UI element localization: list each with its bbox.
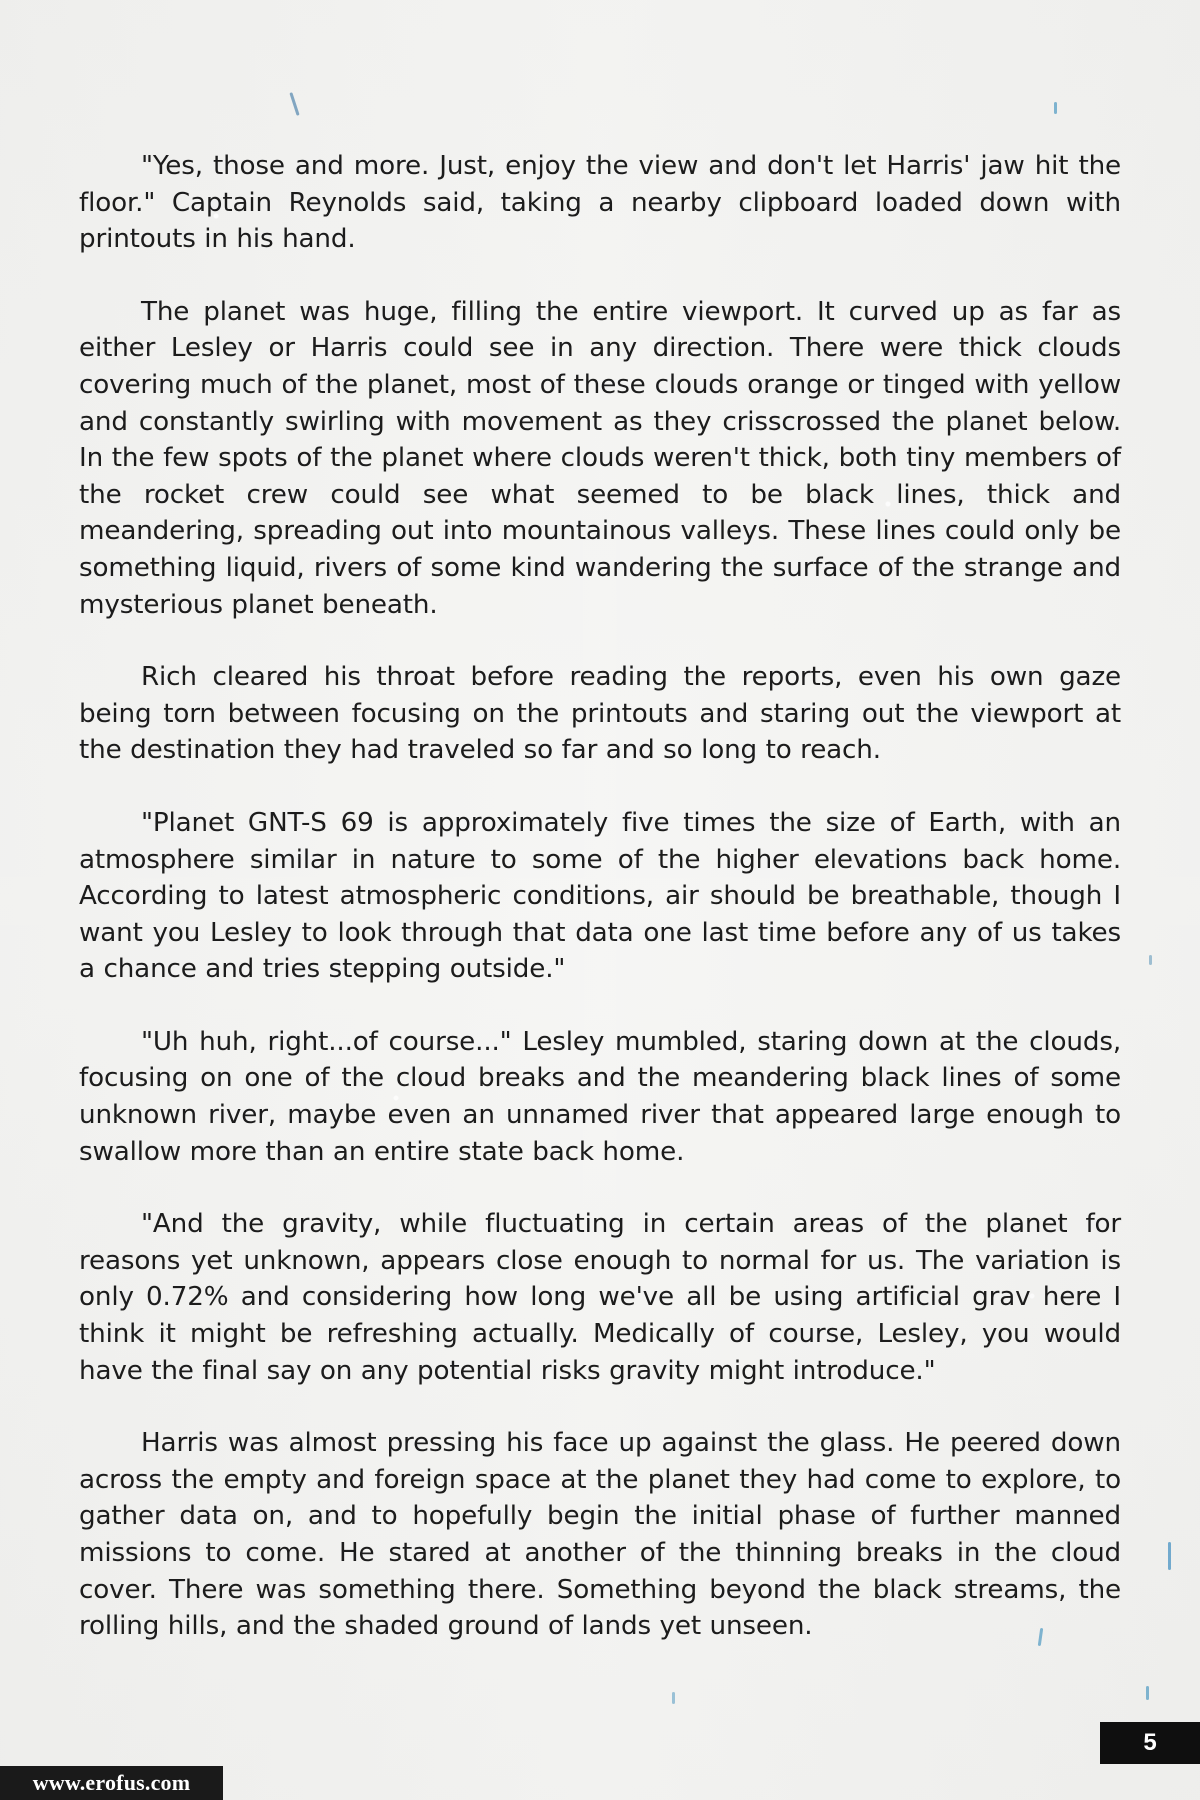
- story-paragraph: "Uh huh, right...of course..." Lesley mumbled, staring down at the clouds, focusing on one of the cloud breaks and the meandering black lines of some unknown river, maybe even an unnamed river that appeared large enough to swallow more than an entire state back home.: [79, 1026, 1121, 1167]
- watermark-bar: [0, 1766, 223, 1800]
- page-number: 5: [1143, 1729, 1157, 1756]
- paper-fleck: [1149, 955, 1152, 965]
- story-paragraph: The planet was huge, filling the entire viewport. It curved up as far as either Lesley or Harris could see in any direction. There were thick clouds covering much of the planet, most of these clouds orange or tinged with yellow and constantly swirling with movement as they crisscrossed the planet below. In the few spots of the planet where clouds weren't thick, both tiny members of the rocket crew could see what seemed to be black lines, thick and meandering, spreading out into mountainous valleys. These lines could only be something liquid, rivers of some kind wandering the surface of the strange and mysterious planet beneath.: [79, 296, 1121, 620]
- paper-fleck: [672, 1692, 675, 1704]
- document-page-content: [79, 148, 1121, 1681]
- story-paragraph: "And the gravity, while fluctuating in certain areas of the planet for reasons yet unknown, appears close enough to normal for us. The variation is only 0.72% and considering how long we've all be using artificial grav here I think it might be refreshing actually. Medically of course, Lesley, you would have the final say on any potential risks gravity might introduce.": [79, 1209, 1121, 1386]
- page-number-badge: [1100, 1722, 1200, 1764]
- story-paragraph: "Planet GNT-S 69 is approximately five times the size of Earth, with an atmosphere similar in nature to some of the higher elevations back home. According to latest atmospheric conditions, air should be breathable, though I want you Lesley to look through that data one last time before any of us takes a chance and tries stepping outside.": [79, 807, 1121, 985]
- story-paragraph: Rich cleared his throat before reading the reports, even his own gaze being torn between focusing on the printouts and staring out the viewport at the destination they had traveled so far and so long to reach.: [79, 662, 1121, 766]
- paper-fleck: [1146, 1686, 1149, 1700]
- paper-fleck: [1168, 1542, 1171, 1570]
- watermark-text: www.erofus.com: [32, 1770, 191, 1795]
- paper-fleck: [1054, 102, 1057, 114]
- story-paragraph: "Yes, those and more. Just, enjoy the view and don't let Harris' jaw hit the floor." Captain Reynolds said, taking a nearby clipboard loaded down with printouts in his hand.: [79, 151, 1121, 255]
- story-paragraph: Harris was almost pressing his face up against the glass. He peered down across the empty and foreign space at the planet they had come to explore, to gather data on, and to hopefully begin the initial phase of further manned missions to come. He stared at another of the thinning breaks in the cloud cover. There was something there. Something beyond the black streams, the rolling hills, and the shaded ground of lands yet unseen.: [79, 1428, 1121, 1642]
